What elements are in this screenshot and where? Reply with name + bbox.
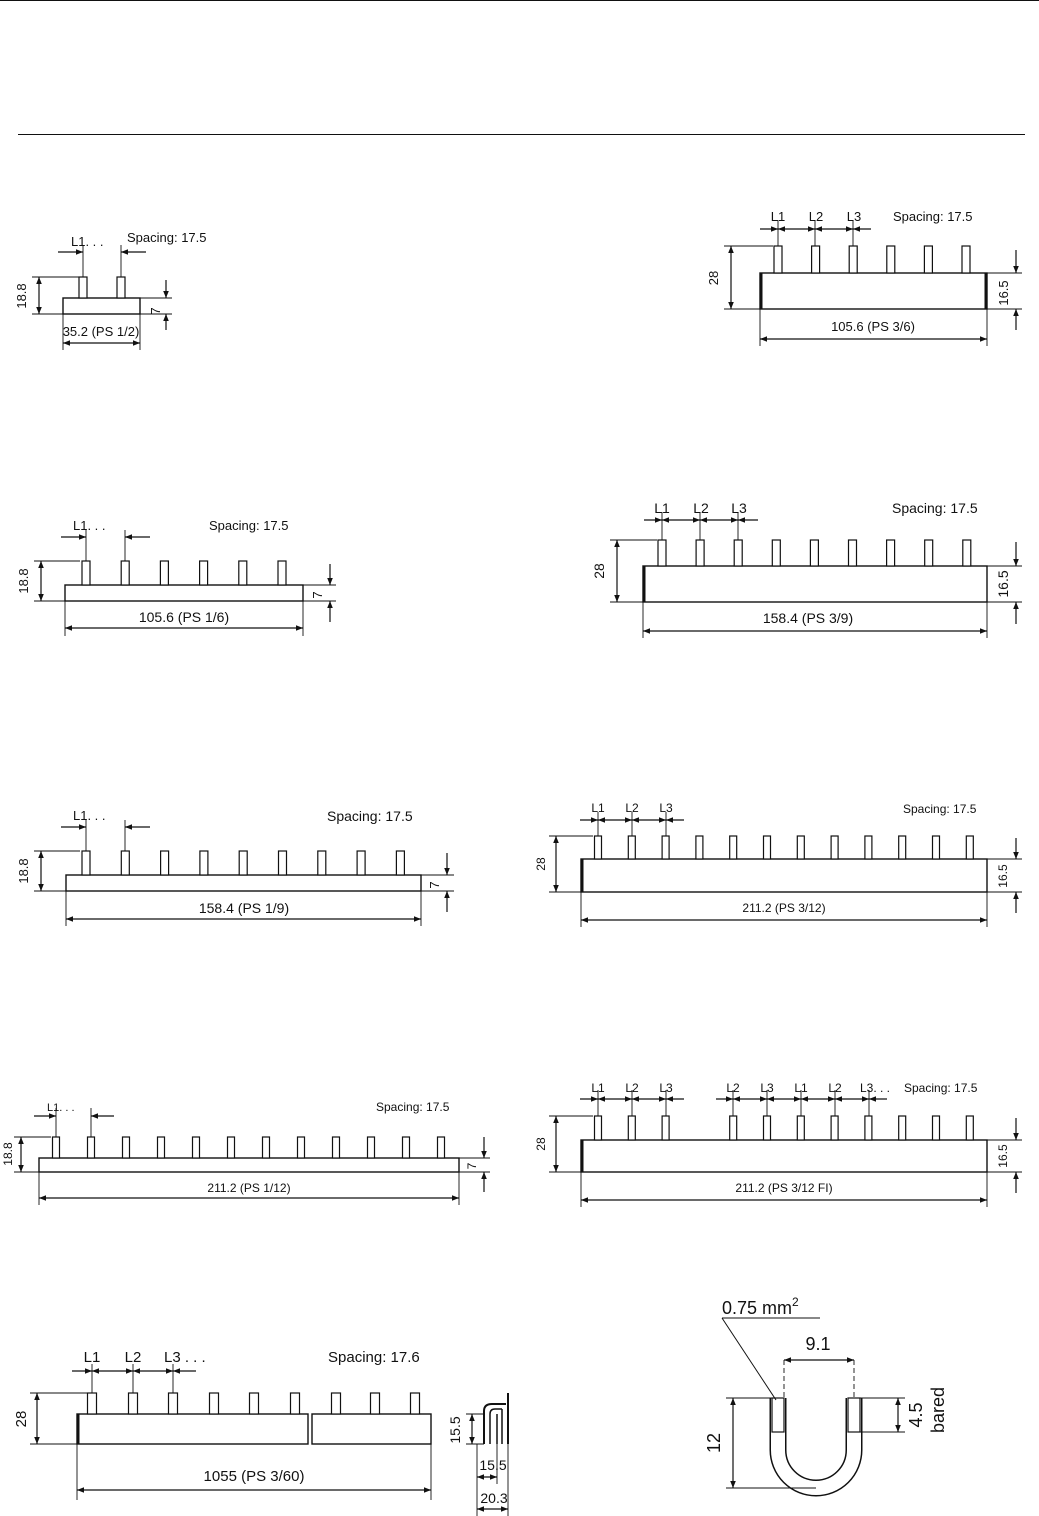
busbar-pin [774,246,782,273]
busbar-pin [158,1137,165,1158]
busbar-pin [595,1116,602,1140]
height-dim: 18.8 [16,858,31,884]
busbar-pin [831,1116,838,1140]
busbar-pin [210,1393,219,1414]
busbar-pin [239,561,247,585]
busbar-pin [160,561,168,585]
busbar-pin [129,1393,138,1414]
phase-label: L3 [760,1081,774,1095]
busbar-ps-3-6-drawing [706,209,1022,346]
spacing-label: Spacing: 17.5 [893,209,973,224]
busbar-pin [298,1137,305,1158]
busbar-pin [368,1137,375,1158]
busbar-pin [411,1393,420,1414]
phase-label-l1: L1 [83,1349,101,1366]
phase-label-l3: L3 [659,801,673,815]
busbar-pin [933,836,940,859]
busbar-pin [810,540,818,566]
phase-label: L2 [828,1081,842,1095]
spacing-label: Spacing: 17.5 [209,518,289,533]
busbar-ps-3-12-fi-drawing [534,1081,1022,1207]
busbar-ps-1-2-drawing [14,230,207,350]
busbar-ps-3-9-drawing [591,500,1022,638]
phase-label: L1. . . [47,1102,75,1114]
busbar-pin [628,836,635,859]
height-dim: 28 [534,1137,548,1151]
busbar-pin [658,540,666,566]
length-dim: 1055 (PS 3/60) [203,1468,305,1485]
busbar-pin [925,540,933,566]
phase-label-l1: L1 [654,500,670,516]
height-dim: 28 [534,857,548,871]
thickness-dim: 7 [148,307,163,315]
spacing-label: Spacing: 17.5 [327,808,413,824]
wire-size-label: 0.75 $mm^2$ [722,1295,799,1318]
busbar-pin [933,1116,940,1140]
busbar-pin [318,851,326,875]
busbar-ps-3-60-drawing [13,1349,508,1516]
length-dim: 158.4 (PS 3/9) [762,610,854,626]
busbar-pin [865,836,872,859]
phase-label: L2 [726,1081,740,1095]
side-height-dim: 15.5 [447,1416,463,1444]
busbar-pin [332,1393,341,1414]
phase-label-l3: L3 . . . [164,1349,206,1366]
busbar-pin [730,836,737,859]
length-dim: 105.6 (PS 3/6) [831,319,915,334]
spacing-label: Spacing: 17.5 [376,1100,450,1114]
height-dim: 28 [706,270,721,286]
busbar-pin [849,246,857,273]
phase-label-l3: L3 [846,209,862,224]
height-dim: 28 [591,563,607,579]
busbar-ps-1-6-drawing [16,518,336,636]
side-width-dim-1: 15.5 [479,1457,507,1473]
busbar-pin [371,1393,380,1414]
busbar-pin [53,1137,60,1158]
thickness-dim: 16.5 [996,1144,1010,1168]
bared-label: bared [928,1386,948,1434]
busbar-pin [662,836,669,859]
busbar-pin [291,1393,300,1414]
busbar-pin [121,561,129,585]
thickness-dim: 7 [310,591,325,599]
busbar-ps-1-9-drawing [16,808,454,926]
busbar-pin [962,246,970,273]
length-dim: 211.2 (PS 3/12) [742,901,826,915]
thickness-dim: 16.5 [995,570,1011,598]
busbar-pin [924,246,932,273]
phase-label: L1 [591,1081,605,1095]
phase-label: L1. . . [73,808,106,823]
phase-label: L1. . . [71,234,104,249]
phase-label-l2: L2 [625,801,639,815]
phase-label-l1: L1 [591,801,605,815]
thickness-dim: 16.5 [996,864,1010,888]
strip-length-dim: 4.5 [906,1402,926,1428]
busbar-pin [764,836,771,859]
height-dim: 18.8 [16,568,31,594]
height-dim: 28 [13,1410,30,1428]
busbar-pin [250,1393,259,1414]
busbar-pin [772,540,780,566]
phase-label: L3. . . [860,1081,891,1095]
length-dim: 158.4 (PS 1/9) [198,900,290,916]
phase-label: L1 [794,1081,808,1095]
thickness-dim: 7 [427,881,442,889]
busbar-pin [161,851,169,875]
busbar-pin [279,851,287,875]
phase-label-l2: L2 [808,209,824,224]
busbar-pin [797,1116,804,1140]
height-dim: 18.8 [14,283,29,309]
busbar-pin [333,1137,340,1158]
phase-label-l3: L3 [731,500,747,516]
busbar-pin [403,1137,410,1158]
busbar-pin [193,1137,200,1158]
busbar-pin [396,851,404,875]
busbar-pin [82,851,90,875]
length-dim: 105.6 (PS 1/6) [138,609,230,625]
busbar-pin [88,1137,95,1158]
phase-label: L1. . . [73,518,106,533]
busbar-pin [812,246,820,273]
phase-label-l2: L2 [124,1349,142,1366]
busbar-pin [200,561,208,585]
spacing-label: Spacing: 17.5 [892,500,978,516]
busbar-pin [88,1393,97,1414]
busbar-pin [82,561,90,585]
busbar-pin [887,540,895,566]
spacing-label: Spacing: 17.5 [903,802,977,816]
busbar-pin [887,246,895,273]
length-dim: 211.2 (PS 3/12 FI) [735,1181,833,1195]
busbar-pin [849,540,857,566]
busbar-pin [628,1116,635,1140]
thickness-dim: 16.5 [996,280,1011,306]
phase-label: L2 [625,1081,639,1095]
busbar-pin [662,1116,669,1140]
length-dim: 35.2 (PS 1/2) [62,324,140,339]
busbar-pin [696,836,703,859]
busbar-pin [357,851,365,875]
side-width-dim-2: 20.3 [480,1490,508,1506]
busbar-pin [200,851,208,875]
spacing-label: Spacing: 17.6 [328,1349,420,1366]
busbar-pin [263,1137,270,1158]
busbar-pin [899,1116,906,1140]
u-jumper-drawing [704,1295,948,1488]
busbar-pin [239,851,247,875]
height-dim: 18.8 [1,1142,15,1166]
side-profile [447,1393,508,1516]
phase-label-l1: L1 [770,209,786,224]
busbar-pin [228,1137,235,1158]
length-dim: 211.2 (PS 1/12) [207,1181,291,1195]
busbar-pin [966,1116,973,1140]
busbar-pin [595,836,602,859]
busbar-pin [966,836,973,859]
busbar-pin [865,1116,872,1140]
gap-dim: 9.1 [805,1334,831,1354]
busbar-pin [899,836,906,859]
busbar-ps-1-12-drawing [1,1100,490,1205]
busbar-pin [169,1393,178,1414]
busbar-pin [696,540,704,566]
busbar-pin [278,561,286,585]
busbar-pin [730,1116,737,1140]
busbar-pin [123,1137,130,1158]
busbar-pin [734,540,742,566]
busbar-pin [121,851,129,875]
height-dim: 12 [704,1432,724,1454]
busbar-pin [831,836,838,859]
phase-label-l2: L2 [693,500,709,516]
busbar-ps-3-12-drawing [534,801,1022,927]
busbar-pin [963,540,971,566]
phase-label: L3 [659,1081,673,1095]
thickness-dim: 7 [465,1162,479,1170]
spacing-label: Spacing: 17.5 [127,230,207,245]
busbar-pin [797,836,804,859]
busbar-pin [764,1116,771,1140]
busbar-pin [438,1137,445,1158]
spacing-label: Spacing: 17.5 [904,1081,978,1095]
